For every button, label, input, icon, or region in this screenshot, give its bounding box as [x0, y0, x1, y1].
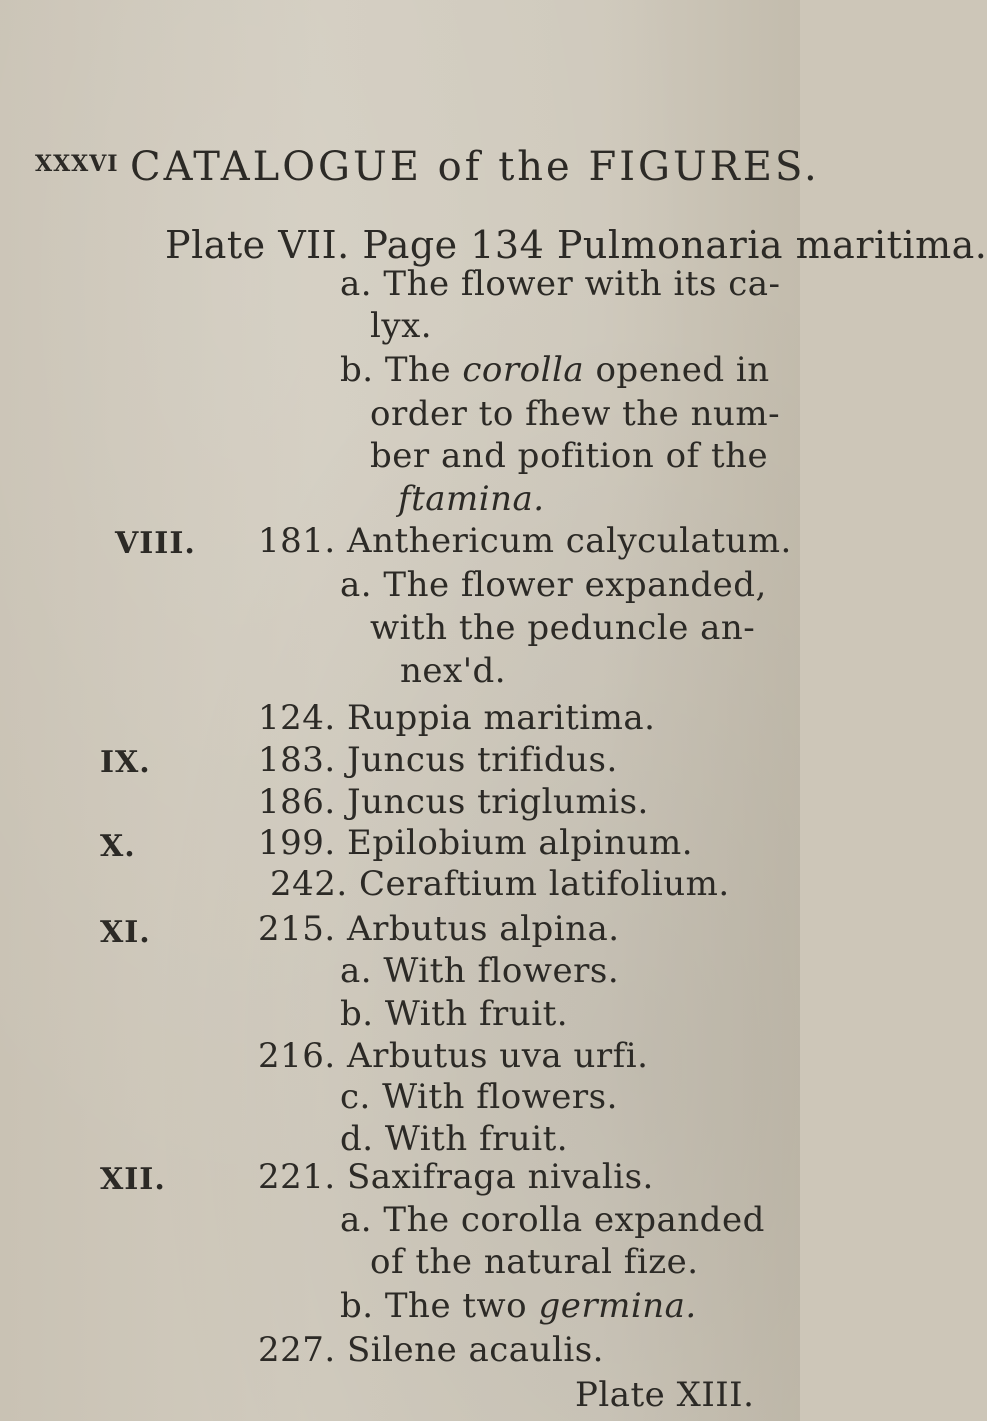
entry-line: a. The flower expanded,	[340, 565, 767, 605]
entry-line: a. The corolla expanded	[340, 1200, 765, 1240]
entry-line: 186. Juncus triglumis.	[258, 782, 649, 822]
entry-line: b. With fruit.	[340, 994, 569, 1034]
entry-line: ftamina.	[398, 479, 545, 519]
plate-vii-line: Plate VII. Page 134 Pulmonaria maritima.	[165, 223, 987, 267]
plate-numeral-ix: IX.	[100, 745, 151, 780]
entry-line: 183. Juncus trifidus.	[258, 740, 618, 780]
entry-line: d. With fruit.	[340, 1119, 569, 1159]
entry-line: 216. Arbutus uva urfi.	[258, 1036, 649, 1076]
entry-line: a. With flowers.	[340, 951, 620, 991]
entry-line: 199. Epilobium alpinum.	[258, 823, 694, 863]
catchword: Plate XIII.	[575, 1375, 755, 1415]
entry-line: 221. Saxifraga nivalis.	[258, 1157, 654, 1197]
page-header: CATALOGUE of the FIGURES.	[130, 144, 820, 190]
plate-numeral-xii: XII.	[100, 1162, 166, 1197]
entry-line: order to fhew the num-	[370, 394, 781, 434]
entry-line: lyx.	[370, 306, 433, 346]
entry-line: 124. Ruppia maritima.	[258, 698, 656, 738]
entry-line: ber and pofition of the	[370, 436, 769, 476]
plate-numeral-xi: XI.	[100, 915, 151, 950]
entry-line: 227. Silene acaulis.	[258, 1330, 604, 1370]
entry-line: c. With flowers.	[340, 1077, 618, 1117]
entry-line: b. The two germina.	[340, 1286, 697, 1326]
entry-line: of the natural fize.	[370, 1242, 699, 1282]
entry-line: a. The flower with its ca-	[340, 264, 781, 304]
plate-numeral-x: X.	[100, 829, 136, 864]
plate-numeral-viii: VIII.	[115, 526, 196, 561]
entry-line: 181. Anthericum calyculatum.	[258, 521, 792, 561]
page-folio: XXXVI	[35, 151, 119, 177]
entry-line: b. The corolla opened in	[340, 350, 770, 390]
entry-line: with the peduncle an-	[370, 608, 756, 648]
entry-line: 215. Arbutus alpina.	[258, 909, 620, 949]
entry-line: nex'd.	[400, 651, 507, 691]
entry-line: 242. Ceraftium latifolium.	[270, 864, 730, 904]
